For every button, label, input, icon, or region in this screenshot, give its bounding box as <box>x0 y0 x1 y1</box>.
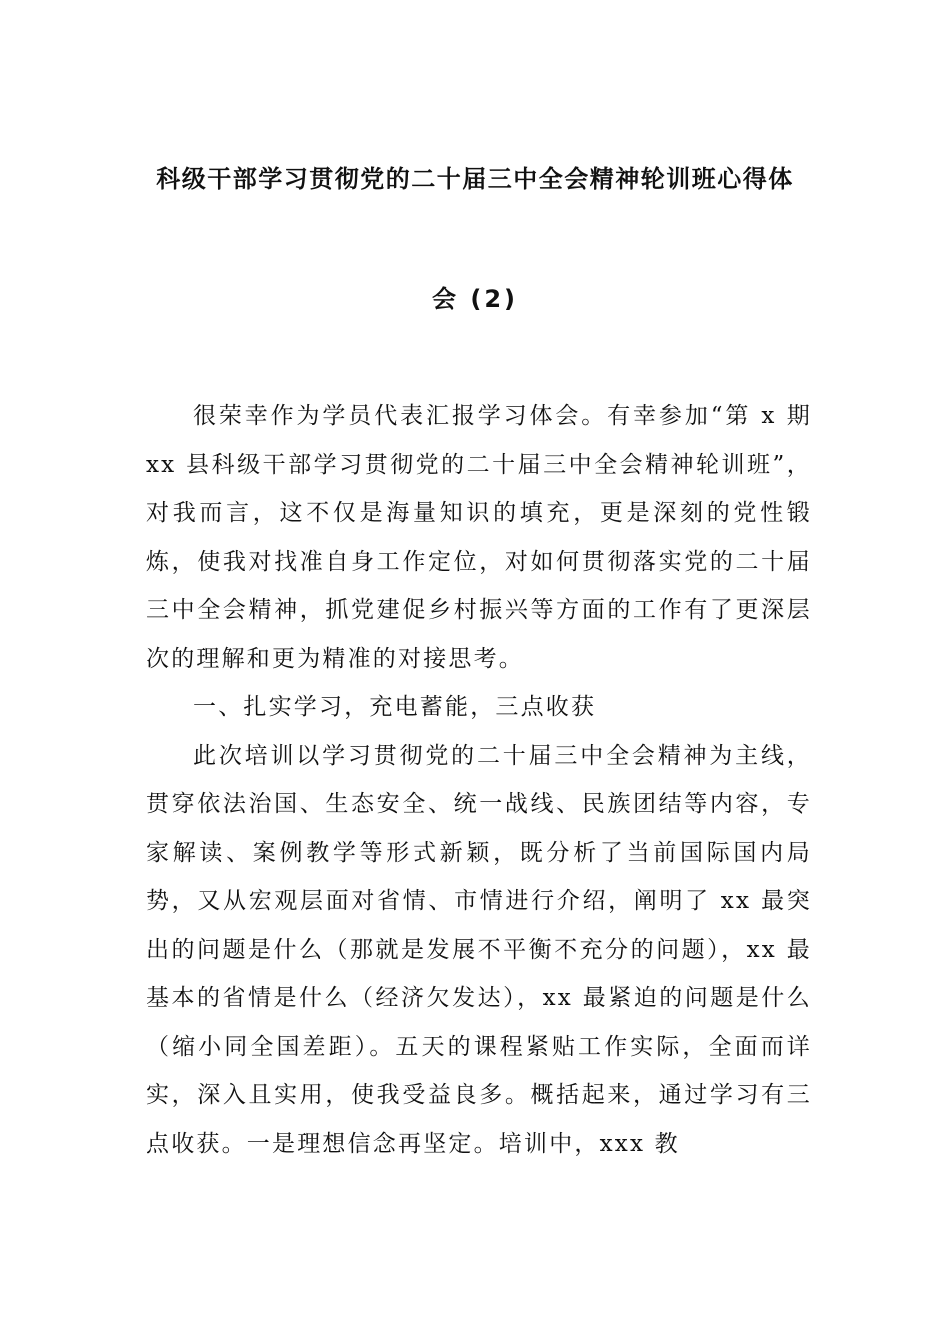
paragraph-section-1: 此次培训以学习贯彻党的二十届三中全会精神为主线，贯穿依法治国、生态安全、统一战线、民族团结等内容，专家解读、案例教学等形式新颖，既分析了当前国际国内局势，又从宏观层面对省情、市情进行介绍，阐明了 xx 最突出的问题是什么（那就是发展不平衡不充分的问题），xx 最基本的省情是什么（经济欠发达），xx 最紧迫的问题是什么（缩小同全国差距）。五天的课程紧贴工作实际，全面而详实，深入且实用，使我受益良多。概括起来，通过学习有三点收获。一是理想信念再坚定。培训中，xxx 教 <box>146 742 812 1157</box>
section-heading-1: 一、扎实学习，充电蓄能，三点收获 <box>193 694 597 720</box>
paragraph-intro: 很荣幸作为学员代表汇报学习体会。有幸参加“第 x 期 xx 县科级干部学习贯彻党的二十届三中全会精神轮训班”，对我而言，这不仅是海量知识的填充，更是深刻的党性锻炼，使我对找准自身工作定位，对如何贯彻落实党的二十届三中全会精神，抓党建促乡村振兴等方面的工作有了更深层次的理解和更为精准的对接思考。 <box>146 403 812 672</box>
document-title-line-1: 科级干部学习贯彻党的二十届三中全会精神轮训班心得体 <box>156 165 794 193</box>
document-title-line-2: 会 (2) <box>432 285 518 313</box>
document-body <box>146 392 812 1168</box>
